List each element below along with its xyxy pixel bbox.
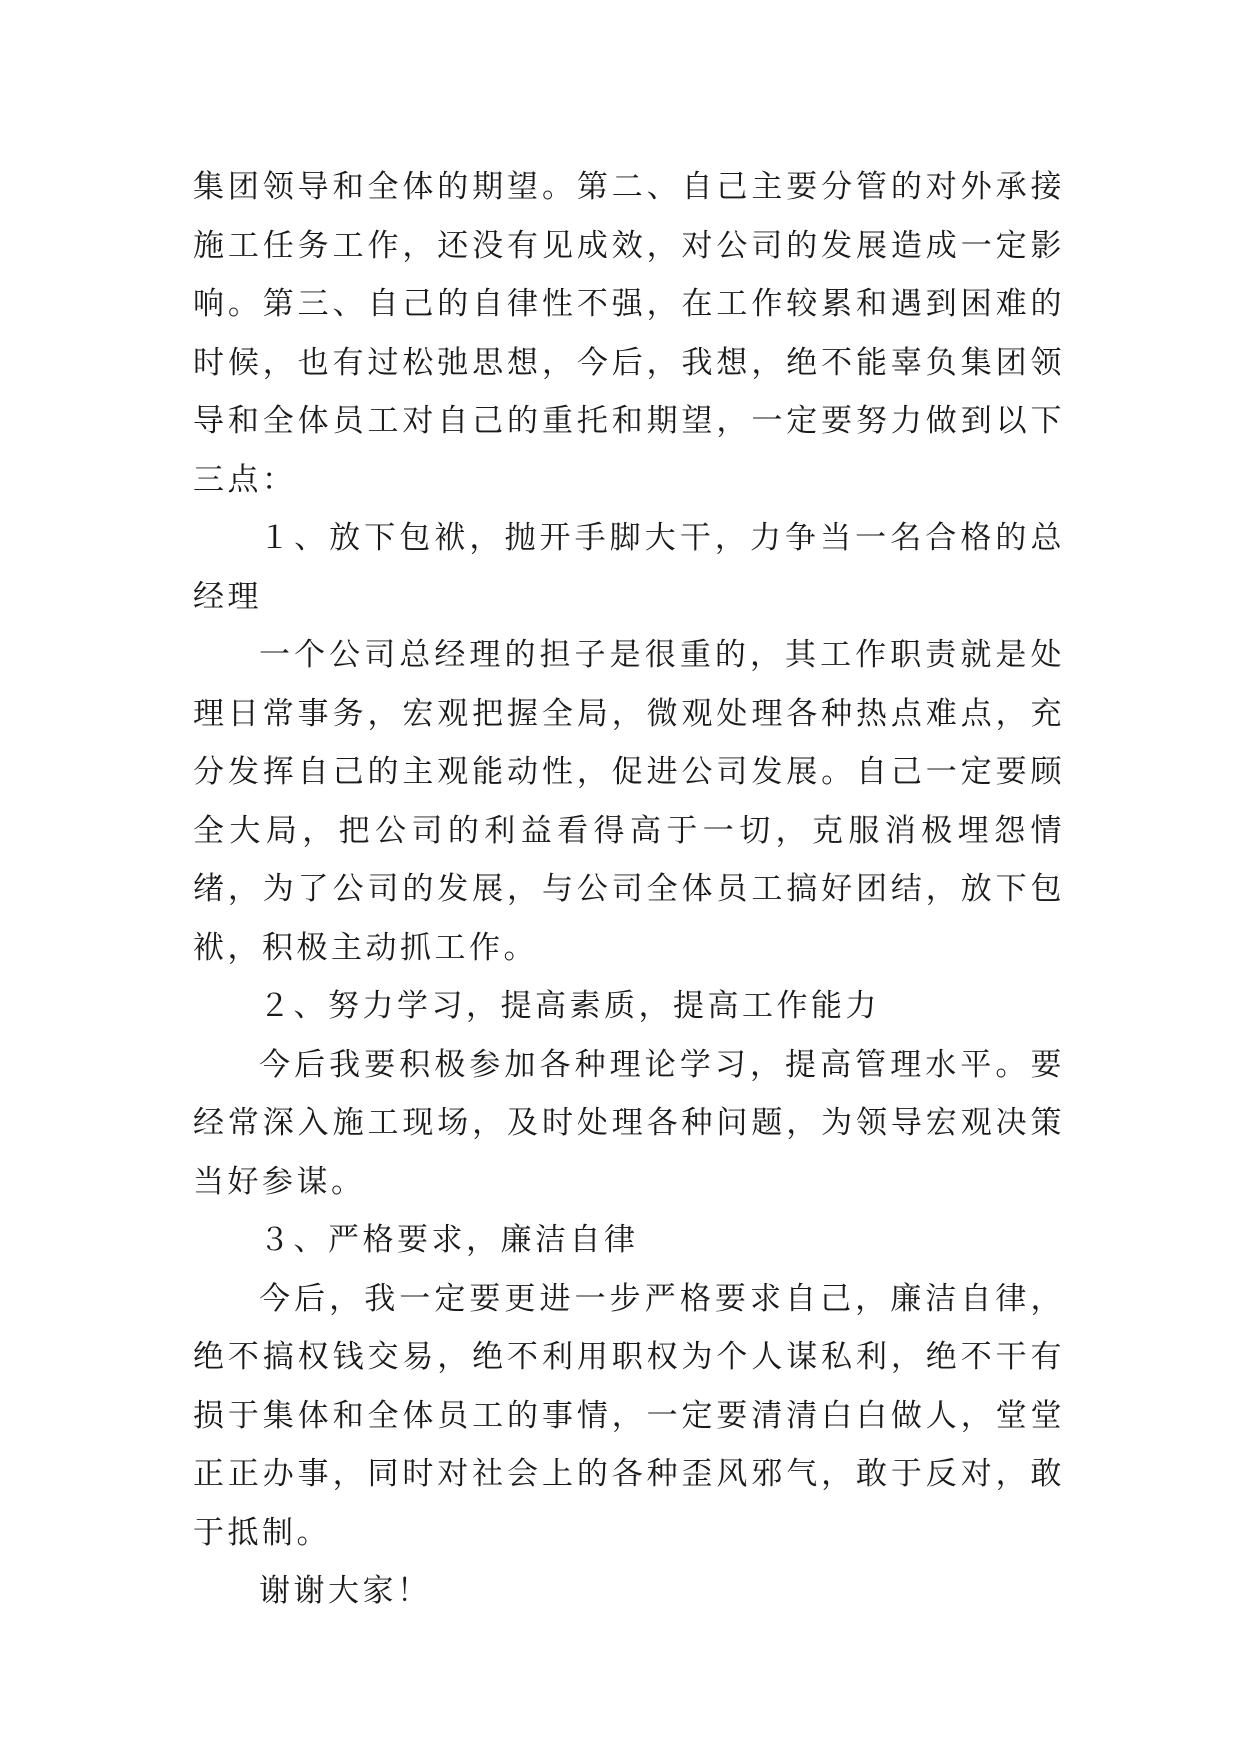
paragraph-point-2: 今后我要积极参加各种理论学习，提高管理水平。要经常深入施工现场，及时处理各种问题，为领导宏观决策当好参谋。 (193, 1046, 1065, 1200)
closing-thanks: 谢谢大家！ (259, 1573, 432, 1609)
paragraph-continuation: 集团领导和全体的期望。第二、自己主要分管的对外承接施工任务工作，还没有见成效，对公司的发展造成一定影响。第三、自己的自律性不强，在工作较累和遇到困难的时候，也有过松弛思想，今后，我想，绝不能辜负集团领导和全体员工对自己的重托和期望，一定要努力做到以下三点： (193, 169, 1065, 498)
heading-point-2: ２、努力学习，提高素质，提高工作能力 (259, 988, 880, 1024)
paragraph-point-1: 一个公司总经理的担子是很重的，其工作职责就是处理日常事务，宏观把握全局，微观处理各种热点难点，充分发挥自己的主观能动性，促进公司发展。自己一定要顾全大局，把公司的利益看得高于一切，克服消极埋怨情绪，为了公司的发展，与公司全体员工搞好团结，放下包袱，积极主动抓工作。 (193, 637, 1065, 966)
paragraph-point-3: 今后，我一定要更进一步严格要求自己，廉洁自律，绝不搞权钱交易，绝不利用职权为个人谋私利，绝不干有损于集体和全体员工的事情，一定要清清白白做人，堂堂正正办事，同时对社会上的各种歪风邪气，敢于反对，敢于抵制。 (193, 1280, 1065, 1551)
document-body (193, 158, 1065, 1621)
heading-point-1: １、放下包袱，抛开手脚大干，力争当一名合格的总经理 (193, 520, 1065, 615)
heading-point-3: ３、严格要求，廉洁自律 (259, 1222, 639, 1258)
